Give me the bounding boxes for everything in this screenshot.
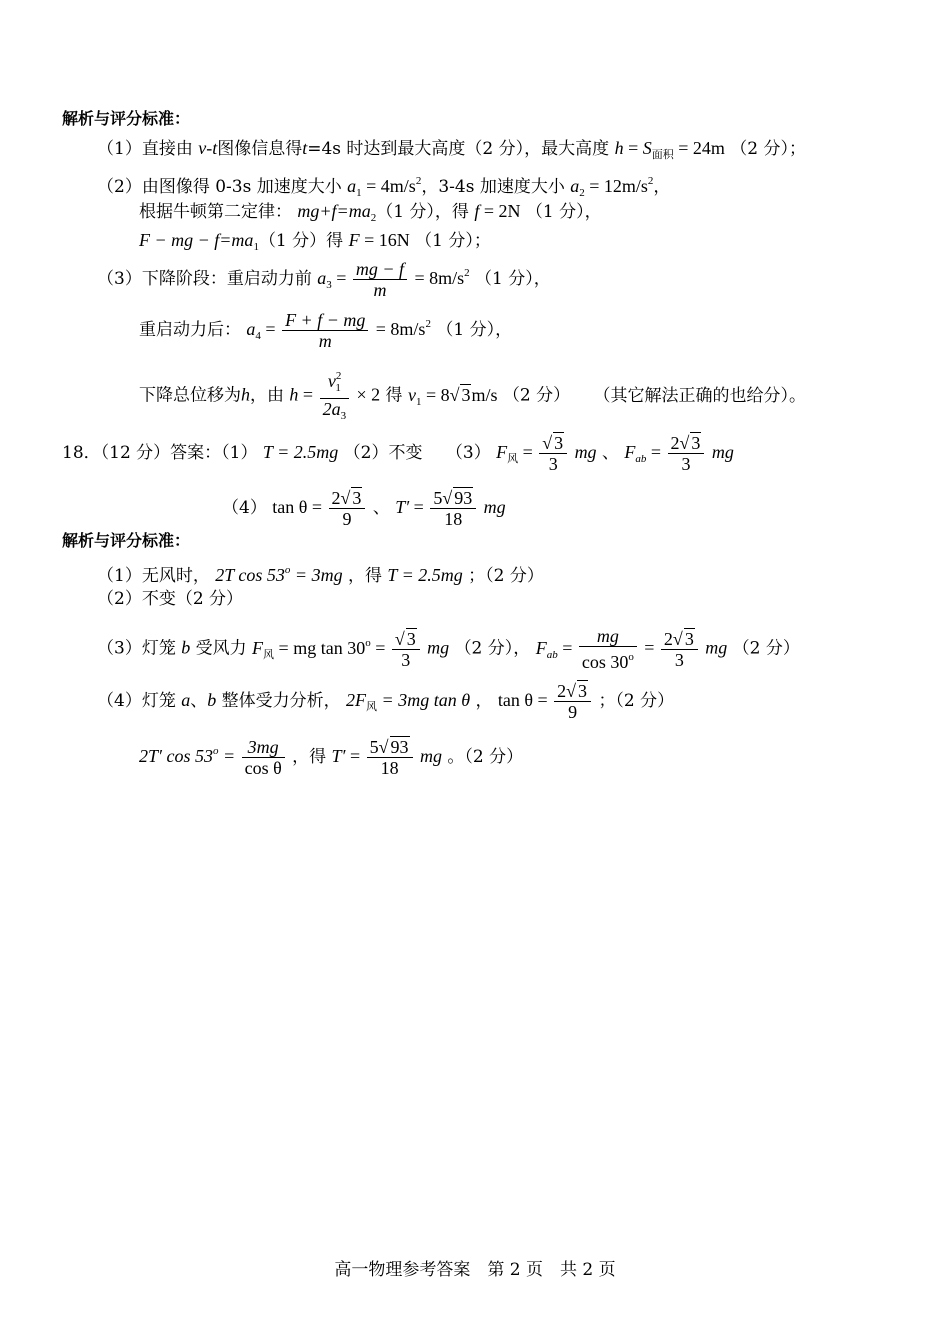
fraction: $\frac{2√ 3}{9}$ xyxy=(554,681,591,722)
q17-part3-displacement: 下降总位移为h，由 h = $\frac{v^2_1}{2a_3}$ × 2 得 $v_1 = 8√$ 3m/s （2 分） （其它解法正确的也给分）。 xyxy=(139,366,806,426)
fraction: $\frac{mg - f}{m}$ xyxy=(353,259,407,300)
q17-part2-newton: 根据牛顿第二定律： $mg+f=ma_2(1$ 分），得 f = 2N （1 分）， xyxy=(139,201,602,224)
fraction: $\frac{2√ 3}{3}$ xyxy=(668,433,705,474)
q17-part2-force: F − mg − $f=ma_1(1$ 分）得 F = 16N （1 分）； xyxy=(139,230,491,253)
fraction: $\frac{5√ 93}{18}$ xyxy=(367,737,413,778)
q17-part3-after: 重启动力后： $a_4$ = $\frac{F + f - mg}{m}$ = $8m/s^2$ （1 分）， xyxy=(139,310,513,351)
q18-answer-line1: 18．（12 分）答案：（1） T = 2.5mg （2）不变 （3） $F_风$ = $\frac{√ 3}{3}$ mg 、 $F_{ab}$ = $\frac{2√ 3}{3}$ mg xyxy=(62,433,734,474)
analysis-heading-2: 解析与评分标准： xyxy=(62,531,191,550)
q17-part2: （2）由图像得 0-3s 加速度大小 $a_1 = 4m/s^2$，3-4s 加速度大小 $a_2 = 12m/s^2$， xyxy=(97,175,671,199)
q17-part3: （3）下降阶段：重启动力前 $a_3$ = $\frac{mg - f}{m}$ = $8m/s^2$ （1 分）， xyxy=(97,259,551,300)
fraction: $\frac{mg}{\cos 30^o}$ xyxy=(579,626,637,672)
fraction: $\frac{√ 3}{3}$ xyxy=(539,433,567,474)
analysis-heading: 解析与评分标准： xyxy=(62,109,191,128)
q18-solution-part3: （3）灯笼 b 受风力 $F_风$ = mg $\tan 30^o$ = $\frac{√ 3}{3}$ mg （2 分）， $F_{ab}$ = $\frac{mg}{\cos 30^o}$ = $\frac{2√ 3}{3}$ mg （2 分） xyxy=(97,626,800,672)
fraction: $\frac{5√ 93}{18}$ xyxy=(430,488,476,529)
fraction: $\frac{√ 3}{3}$ xyxy=(392,629,420,670)
fraction: $\frac{2√ 3}{3}$ xyxy=(661,629,698,670)
q17-part1: （1）直接由 v-t图像信息得t=4s 时达到最大高度（2 分），最大高度 $h = S_{面积} = 24m$ （2 分）； xyxy=(97,138,807,161)
fraction: $\frac{v^2_1}{2a_3}$ xyxy=(320,366,350,426)
fraction: $\frac{2√ 3}{9}$ xyxy=(329,488,366,529)
q18-solution-part2: （2）不变（2 分） xyxy=(97,589,244,609)
fraction: $\frac{3mg}{\text{cos θ}}$ xyxy=(242,737,285,778)
page-footer: 高一物理参考答案 第 2 页 共 2 页 xyxy=(334,1260,616,1280)
fraction: $\frac{F + f - mg}{m}$ xyxy=(282,310,368,351)
q18-solution-part1: （1）无风时， 2T $\cos 53^o = 3mg$ ，得 T = 2.5mg ；（2 分） xyxy=(97,564,544,586)
q18-solution-part4-result: 2T′ $\cos 53^o$ = $\frac{3mg}{\text{cos θ}}$ ，得 T′ = $\frac{5√ 93}{18}$ mg 。（2 分） xyxy=(139,737,524,778)
q18-solution-part4: （4）灯笼 a、b 整体受力分析， $2F_风 = 3mg$ tan θ ， tan θ = $\frac{2√ 3}{9}$ ；（2 分） xyxy=(97,681,675,722)
q18-answer-line2: （4） tan θ = $\frac{2√ 3}{9}$ 、 T′ = $\frac{5√ 93}{18}$ mg xyxy=(222,488,506,529)
